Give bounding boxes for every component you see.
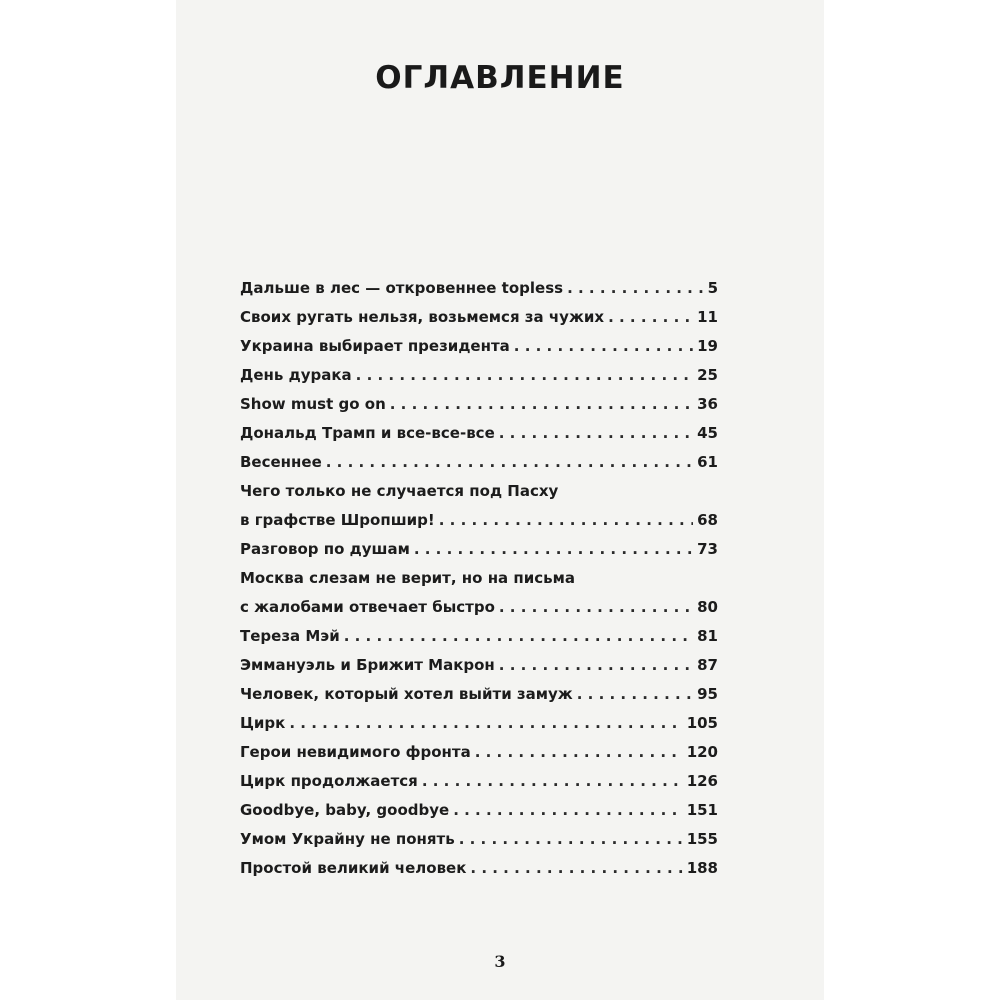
entry-page-number: 25 xyxy=(697,366,718,384)
dot-leader xyxy=(567,274,704,303)
toc-entry xyxy=(240,448,718,477)
entry-page-number: 68 xyxy=(697,511,718,529)
entry-title: Герои невидимого фронта xyxy=(240,743,471,761)
dot-leader xyxy=(459,825,683,854)
toc-entry xyxy=(240,796,718,825)
entry-page-number: 188 xyxy=(686,859,718,877)
entry-title: Простой великий человек xyxy=(240,859,467,877)
dot-leader xyxy=(390,390,693,419)
entry-page-number: 151 xyxy=(686,801,718,819)
toc-entry xyxy=(240,390,718,419)
dot-leader xyxy=(422,767,683,796)
entry-title-line1: Чего только не случается под Пасху xyxy=(240,482,559,500)
entry-title: Разговор по душам xyxy=(240,540,410,558)
toc-entry xyxy=(240,680,718,709)
entry-title: Дональд Трамп и все-все-все xyxy=(240,424,495,442)
dot-leader xyxy=(475,738,683,767)
toc-entry xyxy=(240,535,718,564)
entry-title: Цирк продолжается xyxy=(240,772,418,790)
toc-entry xyxy=(240,564,718,622)
entry-title: Человек, который хотел выйти замуж xyxy=(240,685,573,703)
entry-title: с жалобами отвечает быстро xyxy=(240,598,495,616)
dot-leader xyxy=(289,709,682,738)
entry-page-number: 105 xyxy=(686,714,718,732)
entry-title: Show must go on xyxy=(240,395,386,413)
entry-page-number: 81 xyxy=(697,627,718,645)
dot-leader xyxy=(514,332,693,361)
entry-title: Дальше в лес — откровеннее topless xyxy=(240,279,564,297)
entry-title: Умом Украйну не понять xyxy=(240,830,455,848)
toc-entry xyxy=(240,622,718,651)
toc-entry xyxy=(240,332,718,361)
dot-leader xyxy=(439,506,693,535)
entry-page-number: 95 xyxy=(697,685,718,703)
dot-leader xyxy=(499,593,693,622)
entry-page-number: 73 xyxy=(697,540,718,558)
dot-leader xyxy=(326,448,693,477)
entry-page-number: 120 xyxy=(686,743,718,761)
entry-title: в графстве Шропшир! xyxy=(240,511,435,529)
dot-leader xyxy=(470,854,682,883)
toc-entry xyxy=(240,738,718,767)
dot-leader xyxy=(577,680,693,709)
entry-page-number: 5 xyxy=(707,279,718,297)
entry-page-number: 126 xyxy=(686,772,718,790)
entry-title: Goodbye, baby, goodbye xyxy=(240,801,450,819)
toc-entry xyxy=(240,419,718,448)
entry-page-number: 155 xyxy=(686,830,718,848)
toc-entry xyxy=(240,854,718,883)
dot-leader xyxy=(356,361,693,390)
toc-entry xyxy=(240,274,718,303)
toc-entry xyxy=(240,709,718,738)
entry-page-number: 45 xyxy=(697,424,718,442)
entry-title: День дурака xyxy=(240,366,352,384)
dot-leader xyxy=(344,622,693,651)
dot-leader xyxy=(608,303,693,332)
entry-title: Тереза Мэй xyxy=(240,627,340,645)
toc-heading: ОГЛАВЛЕНИЕ xyxy=(375,60,625,96)
toc-entry xyxy=(240,477,718,535)
entry-title: Своих ругать нельзя, возьмемся за чужих xyxy=(240,308,605,326)
entry-title-line1: Москва слезам не верит, но на письма xyxy=(240,569,576,587)
toc-entry xyxy=(240,825,718,854)
entry-title: Цирк xyxy=(240,714,286,732)
entry-title: Весеннее xyxy=(240,453,322,471)
entry-page-number: 87 xyxy=(697,656,718,674)
entry-page-number: 80 xyxy=(697,598,718,616)
dot-leader xyxy=(453,796,683,825)
dot-leader xyxy=(414,535,693,564)
dot-leader xyxy=(499,419,693,448)
entry-title: Украина выбирает президента xyxy=(240,337,510,355)
page-folio: 3 xyxy=(494,952,506,971)
toc-list xyxy=(240,274,718,883)
entry-page-number: 61 xyxy=(697,453,718,471)
entry-page-number: 11 xyxy=(697,308,718,326)
toc-entry xyxy=(240,651,718,680)
toc-entry xyxy=(240,303,718,332)
dot-leader xyxy=(499,651,693,680)
toc-entry xyxy=(240,767,718,796)
entry-page-number: 36 xyxy=(697,395,718,413)
entry-page-number: 19 xyxy=(697,337,718,355)
toc-entry xyxy=(240,361,718,390)
entry-title: Эммануэль и Брижит Макрон xyxy=(240,656,495,674)
